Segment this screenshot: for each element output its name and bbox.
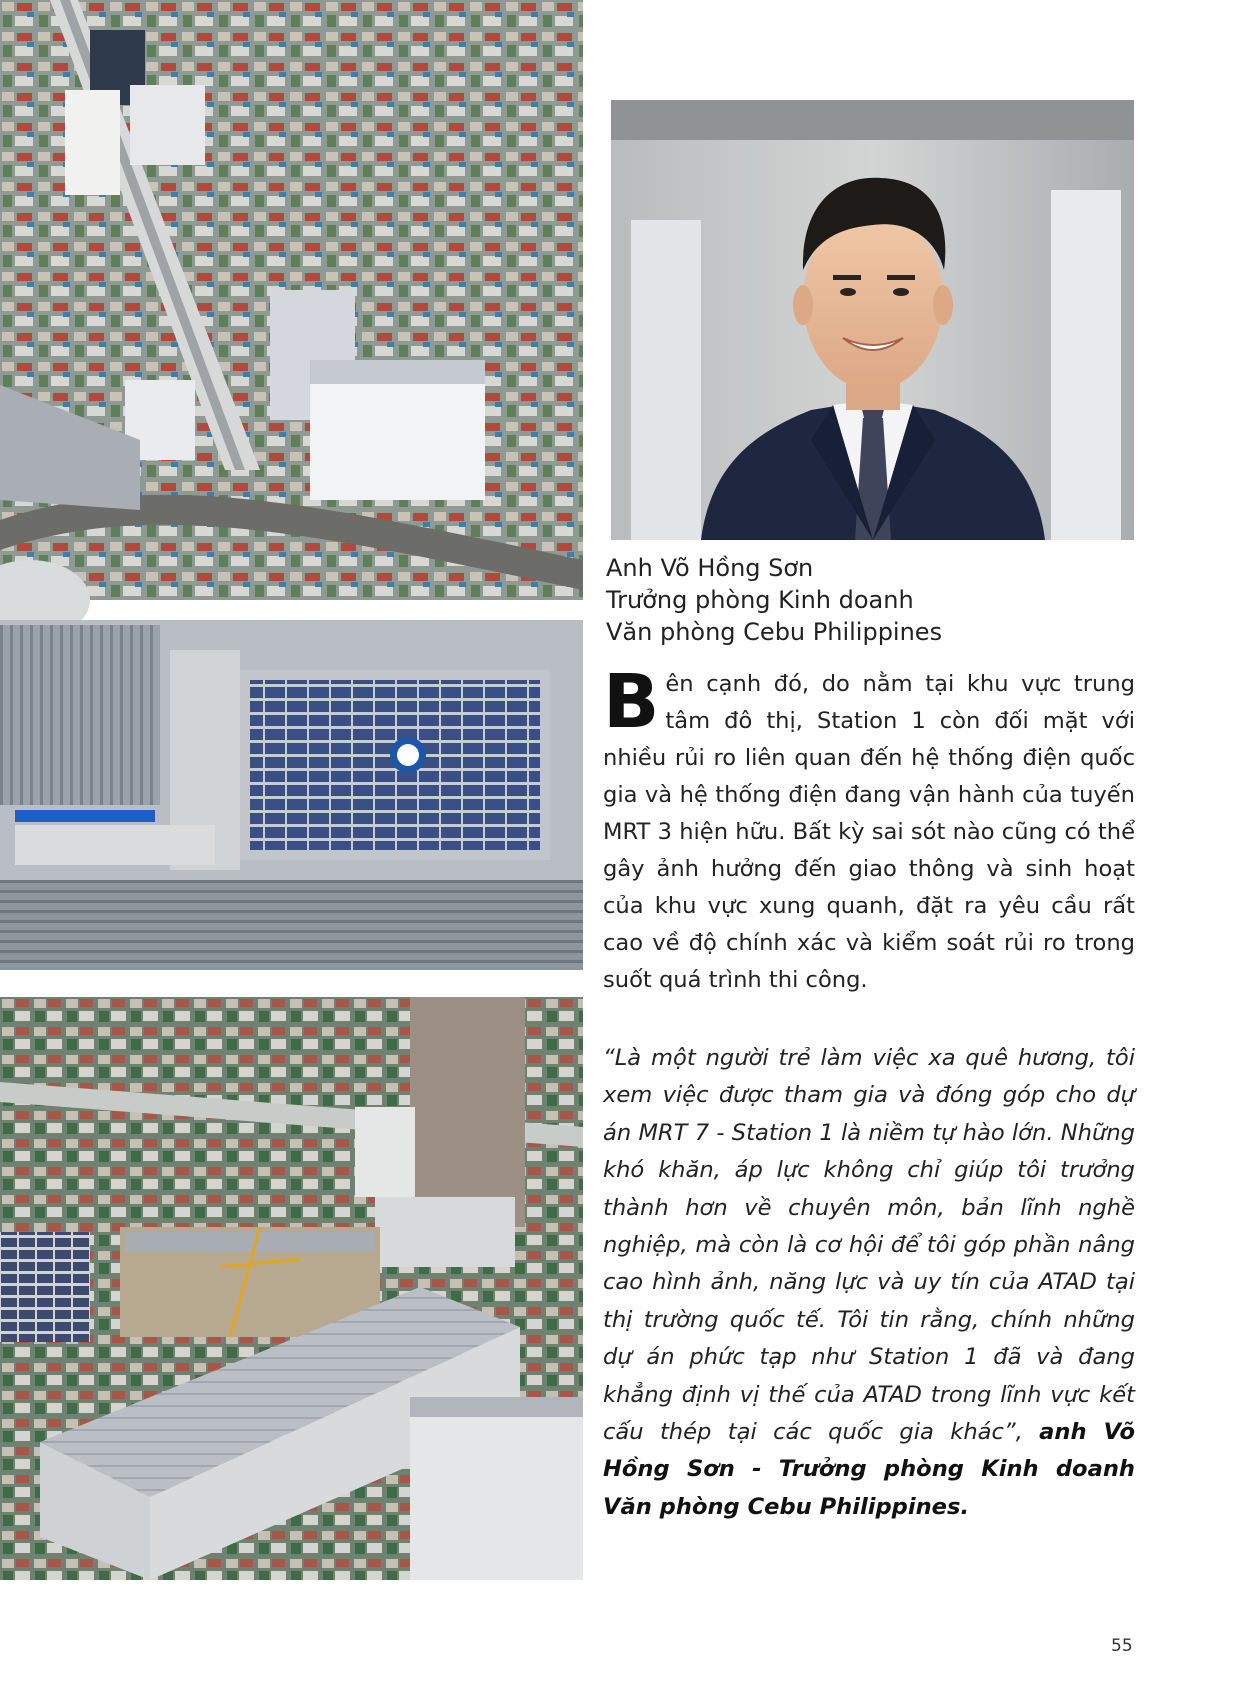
body-text: ên cạnh đó, do nằm tại khu vực trung tâm đô thị, Station 1 còn đối mặt với nhiều rủi ro liên quan đến hệ thống điện quốc gia và hệ thống điện đang vận hành của tuyến MRT 3 hiện hữu. Bất kỳ sai sót nào cũng có thể gây ảnh hưởng đến giao thông và sinh hoạt của khu vực xung quanh, đặt ra yêu cầu rất cao về độ chính xác và kiểm soát rủi ro trong suốt quá trình thi công. [603,671,1135,993]
drop-cap: B [603,659,660,745]
portrait-caption [606,552,1166,648]
body-paragraph [603,659,1135,999]
aerial-photo-bottom [0,997,583,1580]
caption-name: Anh Võ Hồng Sơn [606,554,814,582]
portrait-photo [611,100,1134,540]
quote-paragraph [603,1040,1135,1526]
page-number: 55 [1111,1636,1133,1656]
quote-text: “Là một người trẻ làm việc xa quê hương, tôi xem việc được tham gia và đóng góp cho dự án MRT 7 - Station 1 là niềm tự hào lớn. Những khó khăn, áp lực không chỉ giúp tôi trưởng thành hơn về chuyên môn, bản lĩnh nghề nghiệp, mà còn là cơ hội để tôi góp phần nâng cao hình ảnh, năng lực và uy tín của ATAD tại thị trường quốc tế. Tôi tin rằng, chính những dự án phức tạp như Station 1 đã và đang khẳng định vị thế của ATAD trong lĩnh vực kết cấu thép tại các quốc gia khác”, [603,1045,1135,1446]
quote-attribution: anh Võ Hồng Sơn - Trưởng phòng Kinh doanh Văn phòng Cebu Philippines. [603,1419,1135,1520]
caption-role: Trưởng phòng Kinh doanh [606,586,914,614]
caption-office: Văn phòng Cebu Philippines [606,618,943,646]
aerial-photo-top [0,0,583,970]
